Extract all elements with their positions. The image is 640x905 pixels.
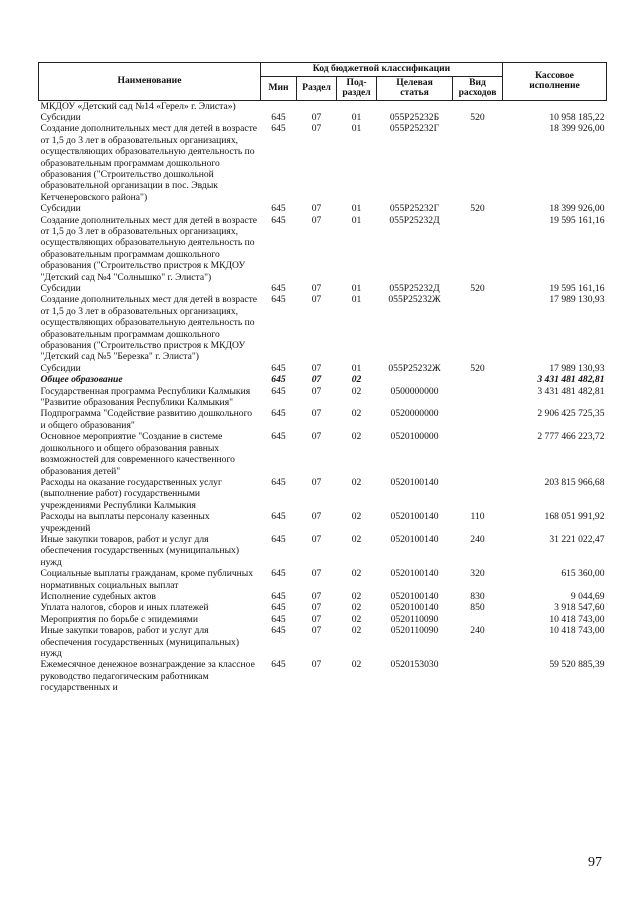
cell-vid: 830 [470, 590, 485, 602]
cell-target: 0520153030 [390, 659, 439, 671]
cell-name: Иные закупки товаров, работ и услуг для обеспечения государственных (муниципальных) нужд [40, 533, 240, 568]
cell-razdel: 07 [311, 431, 322, 443]
cell-vid [453, 431, 503, 477]
cell-razdel: 07 [311, 294, 322, 306]
cell-vid [453, 374, 503, 385]
cell-pod: 02 [351, 602, 362, 614]
cell-pod: 01 [351, 362, 362, 374]
cell-min: 645 [271, 111, 286, 123]
header-target: Целевая статья [377, 76, 453, 100]
cell-name: Исполнение судебных актов [40, 590, 156, 602]
cell-min: 645 [271, 408, 286, 420]
cell-razdel: 07 [311, 476, 322, 488]
cell-target: 0520100000 [390, 431, 439, 443]
cell-pod: 02 [351, 659, 362, 671]
cell-vid: 850 [470, 602, 485, 614]
cell-amount: 2 906 425 725,35 [537, 408, 605, 420]
header-razdel: Раздел [297, 76, 337, 100]
table-row [39, 591, 607, 602]
table-row [39, 386, 607, 409]
cell-amount: 10 418 743,00 [549, 625, 605, 637]
cell-razdel: 07 [311, 111, 322, 123]
cell-target: 055P25232Г [389, 203, 440, 215]
cell-name: МКДОУ «Детский сад №14 «Герел» г. Элиста») [40, 100, 236, 112]
cell-amount: 31 221 022,47 [549, 533, 605, 545]
cell-pod: 02 [351, 476, 362, 488]
cell-razdel: 07 [311, 283, 322, 294]
cell-amount: 18 399 926,00 [549, 203, 605, 215]
table-row [39, 511, 607, 534]
cell-amount: 17 989 130,93 [549, 362, 605, 374]
cell-amount: 3 431 481 482,81 [537, 374, 605, 386]
cell-amount: 3 431 481 482,81 [537, 385, 605, 397]
header-name: Наименование [39, 63, 261, 101]
table-row [39, 568, 607, 591]
table-row [39, 659, 607, 693]
cell-razdel: 07 [311, 590, 322, 602]
cell-pod: 02 [351, 385, 362, 397]
budget-table [38, 62, 607, 694]
cell-pod: 01 [351, 111, 362, 123]
cell-vid [453, 215, 503, 283]
table-body [39, 100, 607, 694]
cell-amount: 10 418 743,00 [549, 613, 605, 625]
cell-razdel: 07 [311, 123, 322, 135]
cell-name: Создание дополнительных мест для детей в возрасте от 1,5 до 3 лет в образовательных организациях, осуществляющих образовательную деятельность по образовательным программам дошкольного образования ("Строительство пристроя к МКДОУ "Детский сад №5 "Березка" г. Элиста") [40, 294, 258, 363]
cell-razdel [297, 100, 337, 112]
cell-target: 0520110090 [390, 613, 439, 625]
cell-razdel: 07 [311, 385, 322, 397]
cell-amount: 10 958 185,22 [549, 111, 605, 123]
cell-name: Уплата налогов, сборов и иных платежей [40, 602, 209, 614]
header-cash: Кассовое исполнение [503, 63, 607, 101]
cell-razdel: 07 [311, 533, 322, 545]
cell-pod: 02 [351, 408, 362, 420]
table-row [39, 374, 607, 385]
cell-target: 0500000000 [390, 385, 439, 397]
header-vid: Вид расходов [453, 76, 503, 100]
cell-target: 0520100140 [390, 568, 439, 580]
cell-name: Субсидии [40, 111, 81, 123]
cell-target: 0520100140 [390, 511, 439, 523]
cell-amount: 9 044,69 [570, 590, 605, 602]
table-header [39, 63, 607, 101]
cell-name: Расходы на выплаты персоналу казенных учреждений [40, 511, 210, 534]
table-row [39, 123, 607, 203]
cell-vid: 520 [470, 362, 485, 374]
cell-name: Субсидии [40, 283, 81, 294]
cell-name: Иные закупки товаров, работ и услуг для обеспечения государственных (муниципальных) нужд [40, 625, 240, 659]
cell-razdel: 07 [311, 568, 322, 580]
cell-name: Субсидии [40, 203, 81, 215]
cell-min: 645 [271, 214, 286, 226]
cell-amount [503, 100, 607, 112]
cell-min: 645 [271, 362, 286, 374]
cell-min: 645 [271, 511, 286, 523]
cell-amount: 17 989 130,93 [549, 294, 605, 306]
cell-min: 645 [271, 374, 286, 386]
table-row [39, 100, 607, 112]
cell-pod: 02 [351, 590, 362, 602]
cell-name: Ежемесячное денежное вознаграждение за классное руководство педагогическим работникам государственных и [40, 659, 255, 694]
table-row [39, 408, 607, 431]
cell-amount: 2 777 466 223,72 [537, 431, 605, 443]
cell-name: Государственная программа Республики Калмыкия "Развитие образования Республики Калмыкия" [40, 385, 251, 409]
cell-vid [453, 100, 503, 112]
cell-vid: 320 [470, 568, 485, 580]
cell-amount: 203 815 966,68 [544, 476, 605, 488]
header-code-group: Код бюджетной классификации [261, 63, 503, 77]
cell-pod: 01 [351, 294, 362, 306]
cell-vid [453, 294, 503, 362]
cell-amount: 19 595 161,16 [549, 214, 605, 226]
cell-min: 645 [271, 203, 286, 215]
cell-target: 0520000000 [390, 408, 439, 420]
cell-min: 645 [271, 123, 286, 135]
cell-pod: 01 [351, 214, 362, 226]
cell-name: Создание дополнительных мест для детей в возрасте от 1,5 до 3 лет в образовательных организациях, осуществляющих образовательную деятельность по образовательным программам дошкольного образования ("Строительство дошкольной образовательной организации в пос. Эвдык Кетченеровского района") [40, 123, 258, 203]
cell-min: 645 [271, 602, 286, 614]
cell-pod: 02 [351, 568, 362, 580]
cell-min [261, 100, 297, 112]
cell-min: 645 [271, 568, 286, 580]
cell-min: 645 [271, 476, 286, 488]
table-row [39, 625, 607, 659]
table-row [39, 283, 607, 294]
cell-min: 645 [271, 659, 286, 671]
table-row [39, 602, 607, 613]
cell-razdel: 07 [311, 214, 322, 226]
cell-target: 055P25232Д [389, 214, 440, 226]
cell-min: 645 [271, 533, 286, 545]
cell-name: Социальные выплаты гражданам, кроме публичных нормативных социальных выплат [40, 568, 254, 591]
cell-razdel: 07 [311, 511, 322, 523]
cell-razdel: 07 [311, 362, 322, 374]
cell-razdel: 07 [311, 203, 322, 215]
table-row [39, 614, 607, 625]
cell-name: Субсидии [40, 362, 81, 374]
cell-target: 0520110090 [390, 625, 439, 637]
cell-pod: 02 [351, 431, 362, 443]
table-row [39, 294, 607, 362]
cell-vid [453, 659, 503, 693]
cell-pod: 02 [351, 511, 362, 523]
cell-vid: 520 [470, 203, 485, 215]
cell-pod: 01 [351, 203, 362, 215]
cell-min: 645 [271, 431, 286, 443]
cell-target: 055P25232Г [389, 123, 440, 135]
table-row [39, 477, 607, 511]
cell-pod: 02 [351, 613, 362, 625]
cell-target: 055P25232Б [389, 111, 440, 123]
page-number: 97 [588, 855, 602, 870]
cell-pod: 02 [351, 374, 362, 386]
cell-target: 0520100140 [390, 602, 439, 614]
cell-vid: 520 [470, 111, 485, 123]
cell-vid [453, 386, 503, 409]
cell-vid [453, 614, 503, 625]
cell-vid: 240 [470, 533, 485, 545]
cell-min: 645 [271, 590, 286, 602]
cell-name: Создание дополнительных мест для детей в возрасте от 1,5 до 3 лет в образовательных организациях, осуществляющих образовательную деятельность по образовательным программам дошкольного образования ("Строительство пристроя к МКДОУ "Детский сад №4 "Солнышко" г. Элиста") [40, 214, 258, 283]
header-min: Мин [261, 76, 297, 100]
cell-name: Основное мероприятие "Создание в системе дошкольного и общего образования равных возможностей для современного качественного образования детей" [40, 431, 235, 477]
cell-target [377, 374, 453, 385]
cell-razdel: 07 [311, 613, 322, 625]
cell-pod: 01 [351, 283, 362, 294]
cell-vid: 110 [470, 511, 485, 523]
cell-amount: 19 595 161,16 [549, 283, 605, 294]
cell-target: 055P25232Ж [388, 362, 441, 374]
cell-razdel: 07 [311, 374, 322, 386]
cell-target: 0520100140 [390, 476, 439, 488]
cell-amount: 168 051 991,92 [544, 511, 605, 523]
header-podrazdel: Под- раздел [337, 76, 377, 100]
cell-min: 645 [271, 294, 286, 306]
cell-target: 055P25232Д [389, 283, 440, 294]
cell-razdel: 07 [311, 659, 322, 671]
cell-min: 645 [271, 283, 286, 294]
table-row [39, 431, 607, 477]
table-row [39, 363, 607, 374]
cell-name: Подпрограмма "Содействие развитию дошкольного и общего образования" [40, 408, 253, 431]
cell-target [377, 100, 453, 112]
cell-pod: 02 [351, 625, 362, 637]
cell-vid [453, 123, 503, 203]
cell-name: Мероприятия по борьбе с эпидемиями [40, 613, 198, 625]
cell-razdel: 07 [311, 625, 322, 637]
cell-razdel: 07 [311, 408, 322, 420]
cell-vid [453, 408, 503, 431]
cell-amount: 3 918 547,60 [554, 602, 605, 614]
table-row [39, 203, 607, 214]
cell-name: Расходы на оказание государственных услуг (выполнение работ) государственными учреждениями Республики Калмыкия [40, 476, 222, 511]
cell-vid [453, 477, 503, 511]
cell-target: 0520100140 [390, 533, 439, 545]
cell-amount: 59 520 885,39 [549, 659, 605, 671]
cell-vid: 240 [470, 625, 485, 637]
cell-razdel: 07 [311, 602, 322, 614]
cell-min: 645 [271, 385, 286, 397]
cell-target: 055P25232Ж [388, 294, 441, 306]
cell-amount: 18 399 926,00 [549, 123, 605, 135]
cell-pod [337, 100, 377, 112]
cell-min: 645 [271, 613, 286, 625]
table-row [39, 215, 607, 283]
cell-min: 645 [271, 625, 286, 637]
cell-vid: 520 [470, 283, 485, 294]
cell-pod: 01 [351, 123, 362, 135]
cell-amount: 615 360,00 [561, 568, 605, 580]
table-row [39, 534, 607, 568]
cell-target: 0520100140 [390, 590, 439, 602]
table-row [39, 112, 607, 123]
cell-pod: 02 [351, 533, 362, 545]
cell-name: Общее образование [40, 374, 123, 386]
